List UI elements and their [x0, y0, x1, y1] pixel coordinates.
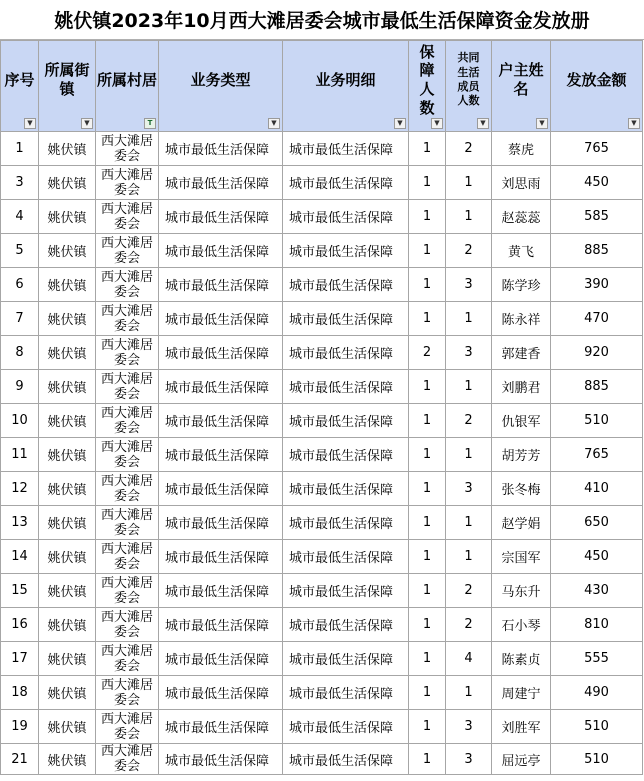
cell-detail[interactable]: 城市最低生活保障 — [283, 642, 409, 676]
cell-amount[interactable]: 510 — [551, 710, 643, 744]
cell-amount[interactable]: 920 — [551, 336, 643, 370]
cell-town[interactable]: 姚伏镇 — [39, 200, 96, 234]
cell-amount[interactable]: 555 — [551, 642, 643, 676]
cell-detail[interactable]: 城市最低生活保障 — [283, 438, 409, 472]
cell-type[interactable]: 城市最低生活保障 — [159, 574, 283, 608]
cell-type[interactable]: 城市最低生活保障 — [159, 404, 283, 438]
cell-detail[interactable]: 城市最低生活保障 — [283, 370, 409, 404]
col-header-label: 业务明细 — [315, 70, 376, 89]
cell-members[interactable]: 1 — [446, 506, 492, 540]
cell-village[interactable]: 西大滩居委会 — [96, 574, 159, 608]
cell-members[interactable]: 1 — [446, 676, 492, 710]
cell-town[interactable]: 姚伏镇 — [39, 302, 96, 336]
cell-members[interactable]: 4 — [446, 642, 492, 676]
cell-members[interactable]: 3 — [446, 268, 492, 302]
cell-no[interactable]: 6 — [1, 268, 39, 302]
cell-persons[interactable]: 1 — [409, 608, 446, 642]
cell-members[interactable]: 2 — [446, 608, 492, 642]
cell-detail[interactable]: 城市最低生活保障 — [283, 676, 409, 710]
cell-name[interactable]: 石小琴 — [492, 608, 551, 642]
table-row — [1, 472, 643, 506]
cell-members[interactable]: 1 — [446, 302, 492, 336]
cell-type[interactable]: 城市最低生活保障 — [159, 234, 283, 268]
cell-village[interactable]: 西大滩居委会 — [96, 676, 159, 710]
filter-dropdown-icon[interactable]: ▼ — [477, 118, 489, 129]
col-header-label: 户主姓名 — [498, 61, 544, 98]
cell-no[interactable]: 1 — [1, 132, 39, 166]
table-row — [1, 676, 643, 710]
table-body — [1, 132, 643, 775]
filter-dropdown-icon[interactable]: ▼ — [268, 118, 280, 129]
cell-town[interactable]: 姚伏镇 — [39, 710, 96, 744]
cell-village[interactable]: 西大滩居委会 — [96, 370, 159, 404]
cell-name[interactable]: 陈学珍 — [492, 268, 551, 302]
table-row — [1, 574, 643, 608]
col-header-village — [96, 41, 159, 132]
cell-town[interactable]: 姚伏镇 — [39, 676, 96, 710]
cell-no[interactable]: 18 — [1, 676, 39, 710]
cell-town[interactable]: 姚伏镇 — [39, 404, 96, 438]
cell-detail[interactable]: 城市最低生活保障 — [283, 608, 409, 642]
col-header-label: 保 障 人 数 — [419, 42, 435, 117]
cell-town[interactable]: 姚伏镇 — [39, 540, 96, 574]
cell-detail[interactable]: 城市最低生活保障 — [283, 302, 409, 336]
cell-detail[interactable]: 城市最低生活保障 — [283, 540, 409, 574]
cell-detail[interactable]: 城市最低生活保障 — [283, 710, 409, 744]
cell-persons[interactable]: 1 — [409, 642, 446, 676]
cell-no[interactable]: 13 — [1, 506, 39, 540]
cell-members[interactable]: 2 — [446, 404, 492, 438]
cell-persons[interactable]: 1 — [409, 302, 446, 336]
cell-amount[interactable]: 765 — [551, 438, 643, 472]
cell-town[interactable]: 姚伏镇 — [39, 370, 96, 404]
cell-type[interactable]: 城市最低生活保障 — [159, 336, 283, 370]
cell-persons[interactable]: 1 — [409, 166, 446, 200]
cell-type[interactable]: 城市最低生活保障 — [159, 744, 283, 775]
cell-detail[interactable]: 城市最低生活保障 — [283, 166, 409, 200]
cell-amount[interactable]: 885 — [551, 234, 643, 268]
cell-village[interactable]: 西大滩居委会 — [96, 200, 159, 234]
col-header-members — [446, 41, 492, 132]
cell-town[interactable]: 姚伏镇 — [39, 336, 96, 370]
cell-members[interactable]: 1 — [446, 370, 492, 404]
cell-amount[interactable]: 585 — [551, 200, 643, 234]
cell-no[interactable]: 11 — [1, 438, 39, 472]
cell-no[interactable]: 16 — [1, 608, 39, 642]
col-header-business-detail — [283, 41, 409, 132]
col-header-amount — [551, 41, 643, 132]
cell-name[interactable]: 胡芳芳 — [492, 438, 551, 472]
cell-detail[interactable]: 城市最低生活保障 — [283, 336, 409, 370]
cell-village[interactable]: 西大滩居委会 — [96, 268, 159, 302]
cell-village[interactable]: 西大滩居委会 — [96, 608, 159, 642]
cell-village[interactable]: 西大滩居委会 — [96, 404, 159, 438]
cell-no[interactable]: 10 — [1, 404, 39, 438]
cell-village[interactable]: 西大滩居委会 — [96, 710, 159, 744]
cell-persons[interactable]: 1 — [409, 200, 446, 234]
table-row — [1, 370, 643, 404]
col-header-label: 共同 生活 成员 人数 — [457, 51, 480, 108]
cell-type[interactable]: 城市最低生活保障 — [159, 370, 283, 404]
cell-town[interactable]: 姚伏镇 — [39, 608, 96, 642]
cell-no[interactable]: 9 — [1, 370, 39, 404]
cell-no[interactable]: 17 — [1, 642, 39, 676]
cell-no[interactable]: 3 — [1, 166, 39, 200]
col-header-label: 所属街镇 — [44, 61, 90, 98]
cell-persons[interactable]: 1 — [409, 438, 446, 472]
cell-no[interactable]: 19 — [1, 710, 39, 744]
cell-members[interactable]: 1 — [446, 166, 492, 200]
filter-dropdown-icon[interactable]: ▼ — [81, 118, 93, 129]
cell-persons[interactable]: 1 — [409, 506, 446, 540]
cell-village[interactable]: 西大滩居委会 — [96, 506, 159, 540]
cell-town[interactable]: 姚伏镇 — [39, 166, 96, 200]
filter-dropdown-icon[interactable]: ▼ — [536, 118, 548, 129]
cell-no[interactable]: 4 — [1, 200, 39, 234]
table-row — [1, 506, 643, 540]
cell-members[interactable]: 1 — [446, 438, 492, 472]
col-header-town — [39, 41, 96, 132]
cell-amount[interactable]: 430 — [551, 574, 643, 608]
cell-type[interactable]: 城市最低生活保障 — [159, 472, 283, 506]
col-header-index — [1, 41, 39, 132]
cell-members[interactable]: 3 — [446, 710, 492, 744]
cell-amount[interactable]: 490 — [551, 676, 643, 710]
col-header-label: 发放金额 — [566, 70, 627, 89]
cell-type[interactable]: 城市最低生活保障 — [159, 608, 283, 642]
cell-type[interactable]: 城市最低生活保障 — [159, 166, 283, 200]
cell-type[interactable]: 城市最低生活保障 — [159, 268, 283, 302]
col-header-persons — [409, 41, 446, 132]
cell-no[interactable]: 21 — [1, 744, 39, 775]
cell-members[interactable]: 3 — [446, 336, 492, 370]
header-row — [1, 41, 643, 132]
cell-no[interactable]: 8 — [1, 336, 39, 370]
filter-dropdown-icon[interactable]: ▼ — [394, 118, 406, 129]
cell-village[interactable]: 西大滩居委会 — [96, 540, 159, 574]
cell-name[interactable]: 赵蕊蕊 — [492, 200, 551, 234]
cell-town[interactable]: 姚伏镇 — [39, 438, 96, 472]
table-row — [1, 132, 643, 166]
cell-persons[interactable]: 1 — [409, 234, 446, 268]
cell-name[interactable]: 郭建香 — [492, 336, 551, 370]
cell-town[interactable]: 姚伏镇 — [39, 268, 96, 302]
cell-amount[interactable]: 510 — [551, 404, 643, 438]
cell-detail[interactable]: 城市最低生活保障 — [283, 132, 409, 166]
cell-detail[interactable]: 城市最低生活保障 — [283, 268, 409, 302]
sheet-title: 姚伏镇2023年10月西大滩居委会城市最低生活保障资金发放册 — [0, 0, 644, 40]
cell-type[interactable]: 城市最低生活保障 — [159, 540, 283, 574]
cell-amount[interactable]: 470 — [551, 302, 643, 336]
cell-village[interactable]: 西大滩居委会 — [96, 336, 159, 370]
cell-persons[interactable]: 1 — [409, 370, 446, 404]
cell-name[interactable]: 刘思雨 — [492, 166, 551, 200]
cell-persons[interactable]: 1 — [409, 268, 446, 302]
cell-amount[interactable]: 390 — [551, 268, 643, 302]
cell-town[interactable]: 姚伏镇 — [39, 506, 96, 540]
table-row — [1, 540, 643, 574]
cell-type[interactable]: 城市最低生活保障 — [159, 438, 283, 472]
table-row — [1, 302, 643, 336]
table-row — [1, 404, 643, 438]
cell-type[interactable]: 城市最低生活保障 — [159, 132, 283, 166]
table-row — [1, 608, 643, 642]
table-row — [1, 744, 643, 775]
cell-amount[interactable]: 765 — [551, 132, 643, 166]
cell-no[interactable]: 12 — [1, 472, 39, 506]
cell-name[interactable]: 张冬梅 — [492, 472, 551, 506]
allowance-table — [0, 40, 643, 775]
filter-dropdown-icon[interactable]: ▼ — [628, 118, 640, 129]
cell-no[interactable]: 5 — [1, 234, 39, 268]
cell-town[interactable]: 姚伏镇 — [39, 744, 96, 775]
cell-name[interactable]: 屈远亭 — [492, 744, 551, 775]
cell-detail[interactable]: 城市最低生活保障 — [283, 200, 409, 234]
cell-amount[interactable]: 510 — [551, 744, 643, 775]
cell-village[interactable]: 西大滩居委会 — [96, 166, 159, 200]
cell-village[interactable]: 西大滩居委会 — [96, 302, 159, 336]
cell-name[interactable]: 宗国军 — [492, 540, 551, 574]
col-header-label: 序号 — [4, 70, 35, 89]
cell-persons[interactable]: 1 — [409, 744, 446, 775]
cell-name[interactable]: 陈永祥 — [492, 302, 551, 336]
table-row — [1, 234, 643, 268]
cell-name[interactable]: 刘胜军 — [492, 710, 551, 744]
cell-members[interactable]: 2 — [446, 234, 492, 268]
cell-amount[interactable]: 810 — [551, 608, 643, 642]
table-row — [1, 438, 643, 472]
cell-no[interactable]: 15 — [1, 574, 39, 608]
cell-persons[interactable]: 1 — [409, 574, 446, 608]
cell-no[interactable]: 14 — [1, 540, 39, 574]
cell-name[interactable]: 仇银军 — [492, 404, 551, 438]
cell-town[interactable]: 姚伏镇 — [39, 132, 96, 166]
cell-village[interactable]: 西大滩居委会 — [96, 438, 159, 472]
cell-members[interactable]: 1 — [446, 200, 492, 234]
table-row — [1, 268, 643, 302]
cell-name[interactable]: 黄飞 — [492, 234, 551, 268]
table-row — [1, 200, 643, 234]
cell-type[interactable]: 城市最低生活保障 — [159, 302, 283, 336]
cell-persons[interactable]: 1 — [409, 404, 446, 438]
cell-name[interactable]: 马东升 — [492, 574, 551, 608]
cell-amount[interactable]: 450 — [551, 166, 643, 200]
cell-detail[interactable]: 城市最低生活保障 — [283, 404, 409, 438]
cell-name[interactable]: 蔡虎 — [492, 132, 551, 166]
cell-town[interactable]: 姚伏镇 — [39, 642, 96, 676]
cell-detail[interactable]: 城市最低生活保障 — [283, 234, 409, 268]
cell-village[interactable]: 西大滩居委会 — [96, 234, 159, 268]
cell-persons[interactable]: 1 — [409, 472, 446, 506]
table-row — [1, 336, 643, 370]
cell-name[interactable]: 赵学娟 — [492, 506, 551, 540]
cell-name[interactable]: 刘鹏君 — [492, 370, 551, 404]
cell-type[interactable]: 城市最低生活保障 — [159, 200, 283, 234]
cell-detail[interactable]: 城市最低生活保障 — [283, 744, 409, 775]
cell-amount[interactable]: 450 — [551, 540, 643, 574]
table-row — [1, 166, 643, 200]
cell-type[interactable]: 城市最低生活保障 — [159, 642, 283, 676]
col-header-householder — [492, 41, 551, 132]
cell-persons[interactable]: 1 — [409, 540, 446, 574]
filter-funnel-icon[interactable]: T — [144, 118, 156, 129]
cell-members[interactable]: 3 — [446, 472, 492, 506]
cell-detail[interactable]: 城市最低生活保障 — [283, 472, 409, 506]
cell-persons[interactable]: 1 — [409, 132, 446, 166]
cell-village[interactable]: 西大滩居委会 — [96, 744, 159, 775]
cell-name[interactable]: 周建宁 — [492, 676, 551, 710]
cell-members[interactable]: 3 — [446, 744, 492, 775]
col-header-label: 所属村居 — [96, 70, 157, 89]
cell-village[interactable]: 西大滩居委会 — [96, 472, 159, 506]
cell-persons[interactable]: 1 — [409, 676, 446, 710]
cell-no[interactable]: 7 — [1, 302, 39, 336]
cell-village[interactable]: 西大滩居委会 — [96, 132, 159, 166]
cell-town[interactable]: 姚伏镇 — [39, 234, 96, 268]
filter-dropdown-icon[interactable]: ▼ — [24, 118, 36, 129]
cell-town[interactable]: 姚伏镇 — [39, 574, 96, 608]
cell-amount[interactable]: 650 — [551, 506, 643, 540]
cell-members[interactable]: 2 — [446, 574, 492, 608]
table-row — [1, 642, 643, 676]
col-header-business-type — [159, 41, 283, 132]
cell-persons[interactable]: 2 — [409, 336, 446, 370]
filter-dropdown-icon[interactable]: ▼ — [431, 118, 443, 129]
cell-village[interactable]: 西大滩居委会 — [96, 642, 159, 676]
cell-amount[interactable]: 885 — [551, 370, 643, 404]
cell-detail[interactable]: 城市最低生活保障 — [283, 574, 409, 608]
cell-detail[interactable]: 城市最低生活保障 — [283, 506, 409, 540]
cell-type[interactable]: 城市最低生活保障 — [159, 710, 283, 744]
cell-amount[interactable]: 410 — [551, 472, 643, 506]
cell-persons[interactable]: 1 — [409, 710, 446, 744]
cell-town[interactable]: 姚伏镇 — [39, 472, 96, 506]
cell-type[interactable]: 城市最低生活保障 — [159, 676, 283, 710]
cell-members[interactable]: 2 — [446, 132, 492, 166]
cell-name[interactable]: 陈素贞 — [492, 642, 551, 676]
cell-members[interactable]: 1 — [446, 540, 492, 574]
cell-type[interactable]: 城市最低生活保障 — [159, 506, 283, 540]
table-row — [1, 710, 643, 744]
col-header-label: 业务类型 — [190, 70, 251, 89]
